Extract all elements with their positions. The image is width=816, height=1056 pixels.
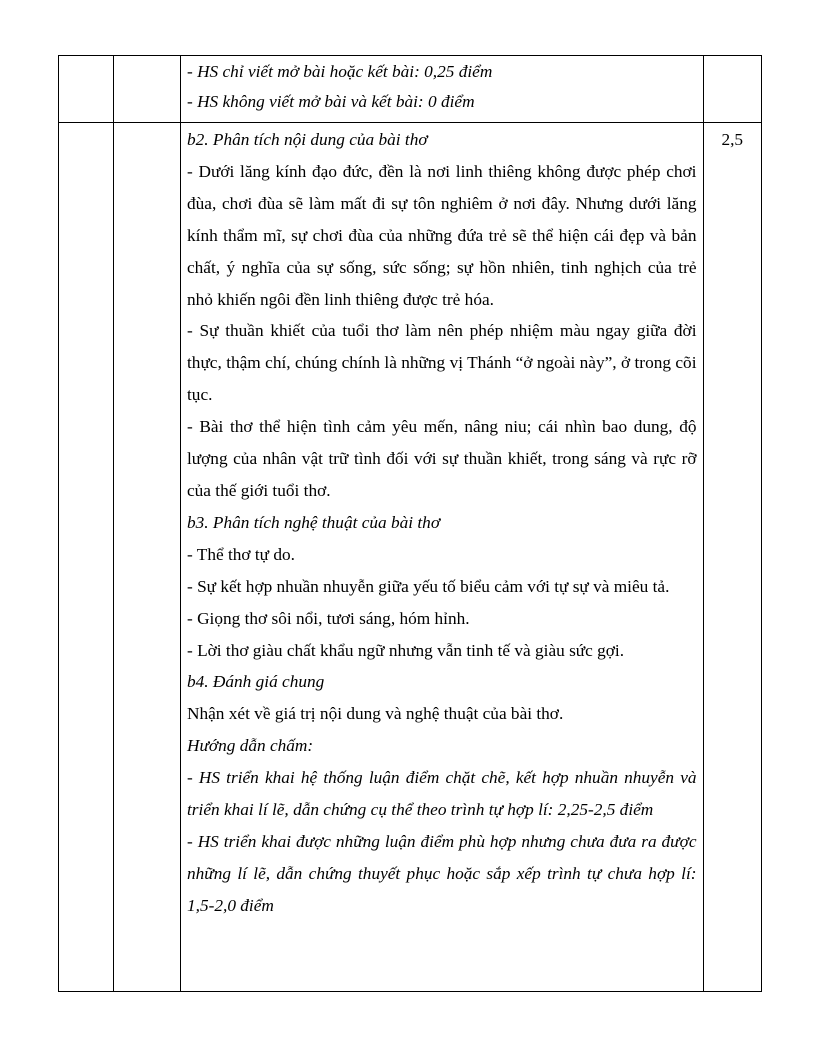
b4-note: Nhận xét về giá trị nội dung và nghệ thuật của bài thơ. bbox=[187, 704, 564, 724]
grading-note-zero-point: - HS không viết mở bài và kết bài: 0 điểm bbox=[187, 92, 475, 111]
section-b3-heading: b3. Phân tích nghệ thuật của bài thơ bbox=[187, 512, 441, 532]
rubric-row-b2-content-cell bbox=[181, 123, 703, 990]
art-point-1: - Thể thơ tự do. bbox=[187, 544, 295, 564]
content-point-2: - Sự thuần khiết của tuổi thơ làm nên phép nhiệm màu ngay giữa đời thực, thậm chí, chúng chính là những vị Thánh “ở ngoài này”, ở trong cõi tục. bbox=[187, 321, 697, 405]
rubric-row-continued-content-cell bbox=[181, 56, 703, 122]
section-b2-heading: b2. Phân tích nội dung của bài thơ bbox=[187, 130, 428, 149]
grading-note-quarter-point: - HS chỉ viết mở bài hoặc kết bài: 0,25 điểm bbox=[187, 62, 493, 81]
table-column-divider-1 bbox=[113, 56, 115, 991]
art-point-2: - Sự kết hợp nhuần nhuyễn giữa yếu tố biểu cảm với tự sự và miêu tả. bbox=[187, 576, 670, 596]
score-cell-row-b2 bbox=[704, 123, 761, 243]
art-point-3: - Giọng thơ sôi nổi, tươi sáng, hóm hỉnh. bbox=[187, 608, 470, 628]
content-point-3: - Bài thơ thể hiện tình cảm yêu mến, nâng niu; cái nhìn bao dung, độ lượng của nhân vật trữ tình đối với sự thuần khiết, trong sáng và rực rỡ của thế giới tuổi thơ. bbox=[187, 417, 697, 500]
section-b4-heading: b4. Đánh giá chung bbox=[187, 672, 325, 692]
grading-guide-heading: Hướng dẫn chấm: bbox=[187, 736, 314, 756]
art-point-4: - Lời thơ giàu chất khẩu ngữ nhưng vẫn tinh tế và giàu sức gợi. bbox=[187, 640, 625, 660]
score-value: 2,5 bbox=[721, 130, 744, 149]
grading-guide-point-1: - HS triển khai hệ thống luận điểm chặt chẽ, kết hợp nhuần nhuyễn và triển khai lí lẽ, dẫn chứng cụ thể theo trình tự hợp lí: 2,25-2,5 điểm bbox=[187, 768, 697, 820]
grading-guide-point-2: - HS triển khai được những luận điểm phù hợp nhưng chưa đưa ra được những lí lẽ, dẫn chứng thuyết phục hoặc sắp xếp trình tự chưa hợp lí: 1,5-2,0 điểm bbox=[187, 831, 697, 915]
rubric-table bbox=[58, 55, 762, 992]
content-point-1: - Dưới lăng kính đạo đức, đền là nơi linh thiêng không được phép chơi đùa, chơi đùa sẽ làm mất đi sự tôn nghiêm ở nơi đây. Nhưng dưới lăng kính thẩm mĩ, sự chơi đùa của những đứa trẻ sẽ thể hiện cái đẹp và bản chất, ý nghĩa của sự sống, sức sống; sự hồn nhiên, tinh nghịch của trẻ nhỏ khiến ngôi đền linh thiêng được trẻ hóa. bbox=[187, 161, 697, 309]
